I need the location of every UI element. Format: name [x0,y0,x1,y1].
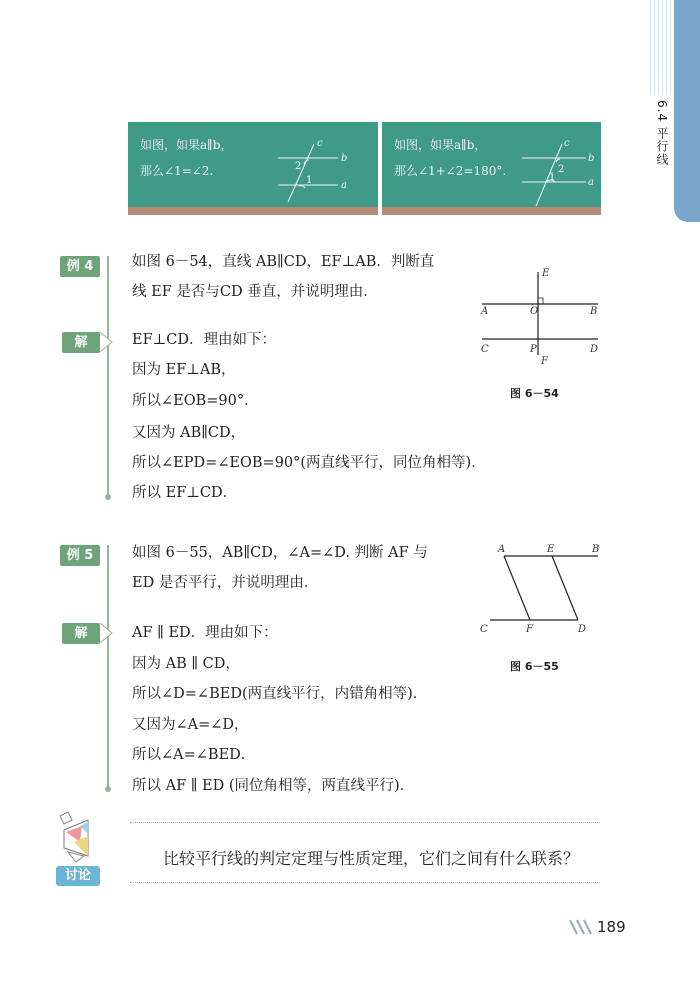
solution-arrow-icon [100,330,114,354]
label-2: 2 [295,161,302,172]
label-a: a [588,177,594,188]
parallel-lines-figure [502,122,601,212]
example-5-label: 例 5 [60,545,100,566]
question-line: 线 EF 是否与CD 垂直，并说明理由． [132,284,378,300]
example-rule [107,256,109,496]
solution-line: 所以∠EPD=∠EOB=90°(两直线平行，同位角相等)． [132,455,486,471]
board-ledge [128,207,378,215]
divider [130,822,600,823]
label-a: a [341,180,347,191]
label-1: 1 [306,175,313,186]
discussion-tangram-icon [54,812,102,864]
figure-6-55 [474,538,604,638]
parallel-lines-figure [268,122,378,212]
page-stripes-icon [568,918,596,936]
board-text: 如图，如果a∥b， [394,138,487,152]
rule-dot [105,786,111,792]
solution-line: 因为 EF⊥AB， [132,362,236,378]
question-line: ED 是否平行，并说明理由． [132,575,319,591]
label-2: 2 [558,164,565,175]
solution-line: EF⊥CD．理由如下： [132,332,277,348]
label-b: b [341,153,348,164]
figure-caption: 图 6－54 [510,387,559,400]
solution-label: 解 [62,332,100,353]
point-E: E [542,268,550,279]
solution-line: 所以 AF ∥ ED (同位角相等，两直线平行)． [132,778,415,794]
board-text: 那么∠1=∠2. [140,164,214,178]
figure-caption: 图 6－55 [510,660,559,673]
solution-line: AF ∥ ED．理由如下： [132,625,278,641]
point-E: E [547,544,555,555]
section-title: 6.4 平行线 [655,100,669,166]
point-B: B [590,306,598,317]
solution-line: 所以∠A=∠BED． [132,747,256,763]
label-c: c [317,138,323,149]
rule-dot [105,494,111,500]
solution-line: 所以∠EOB=90°． [132,393,259,409]
solution-line: 又因为∠A=∠D， [132,717,249,733]
discussion-question: 比较平行线的判定定理与性质定理，它们之间有什么联系？ [163,849,580,868]
label-b: b [588,153,595,164]
point-O: O [530,306,539,317]
point-P: P [530,344,537,355]
solution-line: 又因为 AB∥CD， [132,425,246,441]
solution-line: 所以 EF⊥CD． [132,485,238,501]
header-stripes [650,0,672,95]
point-A: A [481,306,489,317]
question-line: 如图 6－55，AB∥CD，∠A=∠D. 判断 AF 与 [132,545,428,561]
point-F: F [526,624,533,635]
solution-label: 解 [62,623,100,644]
example-rule [107,545,109,788]
discussion-label: 讨论 [56,866,100,886]
question-line: 如图 6－54，直线 AB∥CD，EF⊥AB．判断直 [132,254,435,270]
label-1: 1 [549,172,556,183]
page-number: 189 [597,918,626,936]
point-C: C [481,344,489,355]
solution-arrow-icon [100,621,114,645]
board-text: 那么∠1+∠2=180°. [394,164,507,178]
solution-line: 因为 AB ∥ CD， [132,656,240,672]
board-text: 如图，如果a∥b， [140,138,233,152]
point-C: C [480,624,488,635]
point-D: D [590,344,599,355]
label-c: c [564,138,570,149]
point-B: B [592,544,600,555]
point-D: D [578,624,587,635]
theorem-board-1 [128,122,378,215]
chapter-tab [674,0,700,222]
board-ledge [382,207,601,215]
solution-line: 所以∠D=∠BED(两直线平行，内错角相等)． [132,686,428,702]
point-F: F [541,356,548,367]
example-4-label: 例 4 [60,256,100,277]
point-A: A [498,544,506,555]
divider [130,882,600,883]
theorem-board-2 [382,122,601,215]
figure-6-54 [476,262,606,372]
